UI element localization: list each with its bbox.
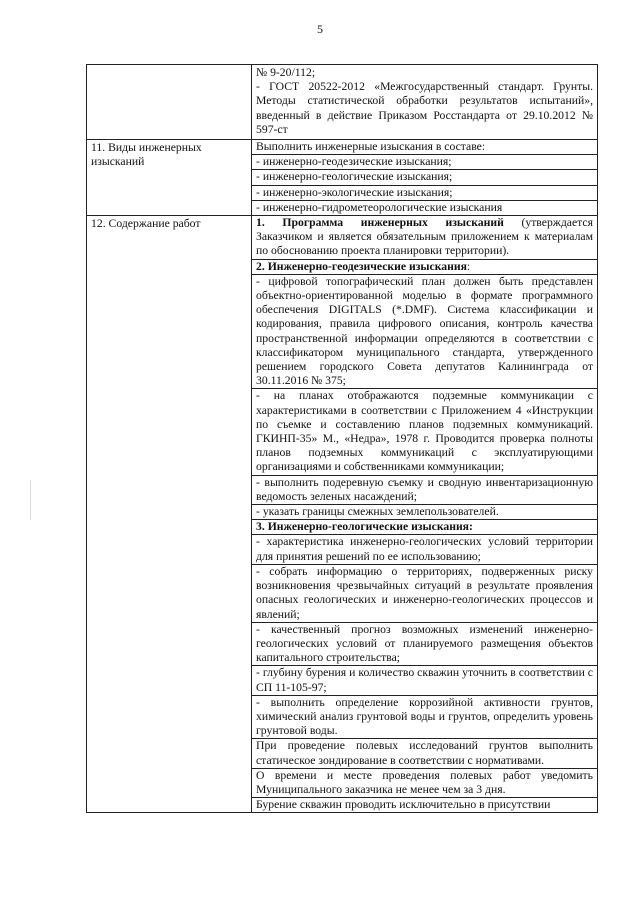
- list-item: При проведение полевых исследований грунтов выполнить статическое зондирование в соответствии с нормативами.: [252, 739, 597, 768]
- section-geology-heading: 3. Инженерно-геологические изыскания:: [252, 520, 597, 535]
- margin-mark: [30, 480, 31, 520]
- heading-colon: :: [466, 259, 471, 273]
- section-heading: 1. Программа инженерных изысканий: [256, 216, 504, 230]
- section-heading: 2. Инженерно-геодезические изыскания: [256, 259, 467, 273]
- table-row: [87, 216, 598, 813]
- standard-line: - ГОСТ 20522-2012 «Межгосударственный стандарт. Грунты. Методы статистической обработки результатов испытаний», введенный в действие Приказом Росстандарта от 29.10.2012 № 597-ст: [256, 80, 593, 136]
- table-row: [87, 65, 598, 140]
- section-program: [252, 216, 597, 260]
- list-item: - характеристика инженерно-геологических условий территории для принятия решений по ее использованию;: [252, 535, 597, 564]
- survey-types-intro: Выполнить инженерные изыскания в составе:: [252, 140, 597, 155]
- work-content-cell: [252, 216, 598, 813]
- list-item: - инженерно-геодезические изыскания;: [252, 155, 597, 170]
- row-label-work-content: 12. Содержание работ: [87, 216, 252, 813]
- list-item: - глубину бурения и количество скважин уточнить в соответствии с СП 11-105-97;: [252, 666, 597, 695]
- page-number: 5: [317, 22, 323, 36]
- section-geodesy-heading: [252, 260, 597, 275]
- specification-table: [86, 64, 598, 813]
- section-text: (утверждается Заказчиком и является обязательным приложением к материалам по обоснованию проекта планировки территории).: [256, 216, 593, 258]
- list-item: - инженерно-экологические изыскания;: [252, 186, 597, 201]
- row-label-survey-types: 11. Виды инженерных изысканий: [87, 140, 252, 216]
- list-item: Бурение скважин проводить исключительно в присутствии: [256, 798, 551, 812]
- row-label-empty: [87, 65, 252, 140]
- list-item: - указать границы смежных землепользователей.: [252, 505, 597, 520]
- survey-types-cell: [252, 140, 598, 216]
- standard-line: № 9-20/112;: [256, 66, 316, 79]
- list-item: - на планах отображаются подземные коммуникации с характеристиками в соответствии с Приложением 4 «Инструкции по съемке и составлению планов подземных коммуникаций. ГКИНП-35» М., «Недра», 1978 г. Проводится проверка полноты планов подземных коммуникаций с эксплуатирующими организациями и собственниками коммуникации;: [252, 389, 597, 475]
- standards-cell: [252, 65, 598, 140]
- table-row: [87, 140, 598, 216]
- list-item: - инженерно-гидрометеорологические изыскания: [256, 200, 503, 214]
- list-item: - выполнить определение коррозийной активности грунтов, химический анализ грунтовой воды и грунтов, определить уровень грунтовой воды.: [252, 696, 597, 740]
- list-item: - собрать информацию о территориях, подверженных риску возникновения чрезвычайных ситуаций в результате проявления опасных геологических и инженерно-геологических процессов и явлений;: [252, 565, 597, 623]
- list-item: О времени и месте проведения полевых работ уведомить Муниципального заказчика не менее чем за 3 дня.: [252, 769, 597, 798]
- list-item: - цифровой топографический план должен быть представлен объектно-ориентированной моделью в формате программного обеспечения DIGITALS (*.DMF). Система классификации и кодирования, правила цифрового описания, контроль качества пространственной информации определяются в соответствии с классификатором муниципального стандарта, утвержденного решением городского Совета депутатов Калининграда от 30.11.2016 № 375;: [252, 275, 597, 390]
- list-item: - качественный прогноз возможных изменений инженерно-геологических условий от планируемого размещения объектов капитального строительства;: [252, 623, 597, 667]
- list-item: - инженерно-геологические изыскания;: [252, 170, 597, 185]
- list-item: - выполнить подеревную съемку и сводную инвентаризационную ведомость зеленых насаждений;: [252, 476, 597, 505]
